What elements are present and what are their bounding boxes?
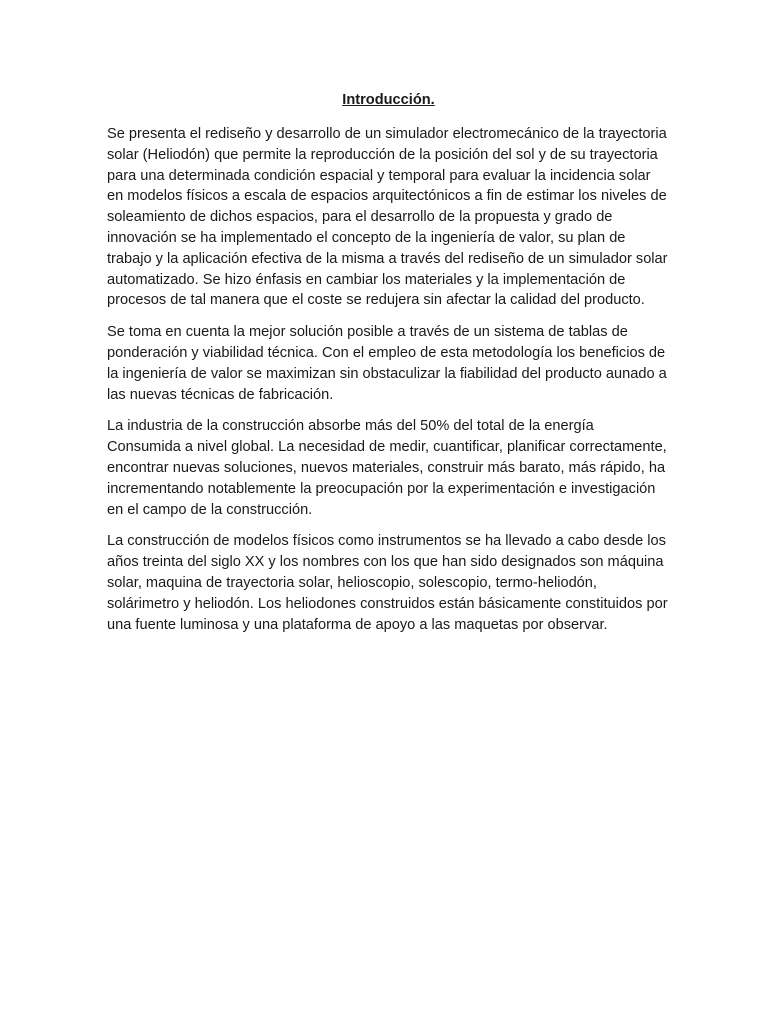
paragraph-1: Se presenta el rediseño y desarrollo de un simulador electromecánico de la trayectoria solar (Heliodón) que permite la reproducción de la posición del sol y de su trayectoria para una determinada condición espacial y temporal para evaluar la incidencia solar en modelos físicos a escala de espacios arquitectónicos a fin de estimar los niveles de soleamiento de dichos espacios, para el desarrollo de la propuesta y grado de innovación se ha implementado el concepto de la ingeniería de valor, su plan de trabajo y la aplicación efectiva de la misma a través del rediseño de un simulador solar automatizado. Se hizo énfasis en cambiar los materiales y la implementación de procesos de tal manera que el coste se redujera sin afectar la calidad del producto. [107,126,668,309]
paragraph-4: La construcción de modelos físicos como instrumentos se ha llevado a cabo desde los años treinta del siglo XX y los nombres con los que han sido designados son máquina solar, maquina de trayectoria solar, helioscopio, solescopio, termo-heliodón, solárimetro y heliodón. Los heliodones construidos están básicamente constituidos por una fuente luminosa y una plataforma de apoyo a las maquetas por observar. [107,533,668,633]
paragraph-2: Se toma en cuenta la mejor solución posible a través de un sistema de tablas de ponderación y viabilidad técnica. Con el empleo de esta metodología los beneficios de la ingeniería de valor se maximizan sin obstaculizar la fiabilidad del producto aunado a las nuevas técnicas de fabricación. [107,324,667,403]
document-title: Introducción. [342,92,435,108]
document-body [107,90,670,646]
paragraph-3: La industria de la construcción absorbe más del 50% del total de la energía Consumida a nivel global. La necesidad de medir, cuantificar, planificar correctamente, encontrar nuevas soluciones, nuevos materiales, construir más barato, más rápido, ha incrementando notablemente la preocupación por la experimentación e investigación en el campo de la construcción. [107,418,667,518]
